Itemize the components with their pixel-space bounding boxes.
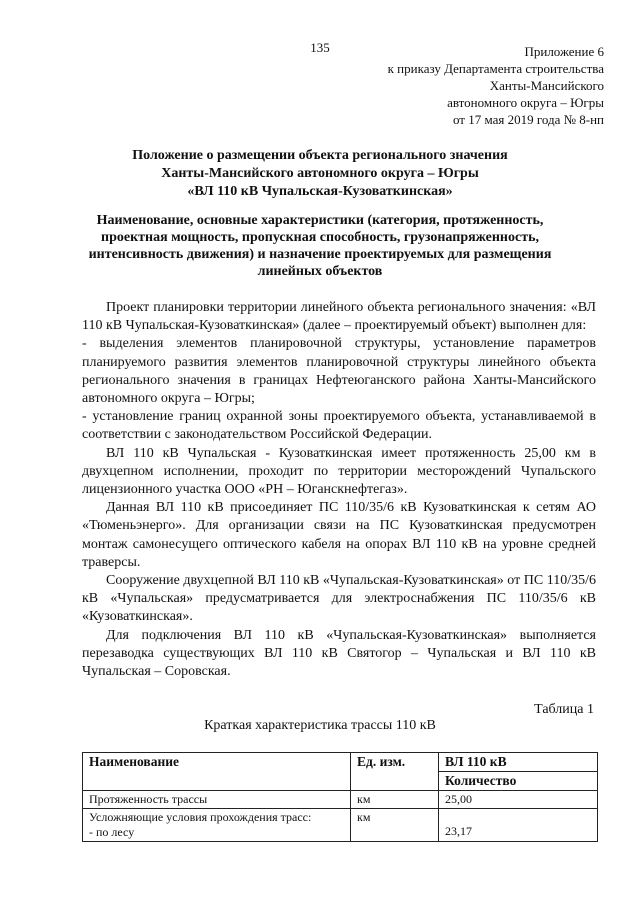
cell-name [83, 809, 351, 842]
appendix-block [388, 43, 604, 128]
appendix-line: от 17 мая 2019 года № 8-нп [452, 112, 604, 127]
cell-unit: км [351, 809, 439, 842]
characteristics-table [82, 752, 598, 842]
paragraph: Сооружение двухцепной ВЛ 110 кВ «Чупальская-Кузоваткинская» от ПС 110/35/6 кВ «Чупальская» предусматривается для электроснабжения ПС 110/35/6 кВ «Кузоваткинская». [82, 573, 596, 625]
title-line: Ханты-Мансийского автономного округа – Югры [161, 166, 479, 181]
cell-value: 25,00 [439, 791, 598, 809]
paragraph: Для подключения ВЛ 110 кВ «Чупальская-Кузоваткинская» выполняется перезаводка существующих ВЛ 110 кВ Святогор – Чупальская и ВЛ 110 кВ Чупальская – Соровская. [82, 627, 596, 680]
table-header-row [83, 753, 598, 772]
document-title [60, 147, 580, 201]
paragraph: - установление границ охранной зоны проектируемого объекта, устанавливаемой в соответствии с законодательством Российской Федерации. [82, 409, 596, 443]
page-number: 135 [310, 40, 330, 55]
table-caption: Краткая характеристика трассы 110 кВ [204, 718, 436, 733]
title-line: «ВЛ 110 кВ Чупальская-Кузоваткинская» [187, 184, 453, 199]
table-row [83, 791, 598, 809]
paragraph: ВЛ 110 кВ Чупальская - Кузоваткинская имеет протяженность 25,00 км в двухцепном исполнении, проходит по территории месторождений Чупальского лицензионного участка ООО «РН – Юганскнефтегаз». [82, 445, 596, 498]
header-name: Наименование [83, 753, 351, 791]
header-quantity: Количество [439, 772, 598, 791]
header-line: ВЛ 110 кВ [439, 753, 598, 772]
cell-name-line: - по лесу [89, 825, 135, 839]
paragraph: - выделения элементов планировочной структуры, установление параметров планируемого развития элементов планировочной структуры линейного объекта регионального значения в границах Нефтеюганского района Ханты-Мансийского автономного округа – Югры; [82, 336, 596, 407]
appendix-line: Приложение 6 [524, 44, 604, 59]
appendix-line: к приказу Департамента строительства [387, 61, 604, 76]
section-heading: Наименование, основные характеристики (категория, протяженность, проектная мощность, пропускная способность, грузонапряженность, интенсивность движения) и назначение проектируемых для размещения линейных объектов [88, 213, 552, 279]
appendix-line: Ханты-Мансийского [489, 78, 604, 93]
title-line: Положение о размещении объекта регионального значения [132, 148, 508, 163]
cell-name: Протяженность трассы [83, 791, 351, 809]
header-unit: Ед. изм. [351, 753, 439, 791]
table-number: Таблица 1 [534, 702, 594, 717]
cell-name-line: Усложняющие условия прохождения трасс: [89, 810, 312, 824]
paragraph: Данная ВЛ 110 кВ присоединяет ПС 110/35/6 кВ Кузоваткинская к сетям АО «Тюменьэнерго». Для организации связи на ПС Кузоваткинская предусмотрен монтаж самонесущего оптического кабеля на опорах ВЛ 110 кВ на уровне средней траверсы. [82, 500, 596, 570]
table-row [83, 809, 598, 842]
cell-value-blank [445, 810, 591, 824]
paragraph: Проект планировки территории линейного объекта регионального значения: «ВЛ 110 кВ Чупальская-Кузоваткинская» (далее – проектируемый объект) выполнен для: [82, 300, 596, 334]
body-text [82, 299, 596, 681]
cell-value [439, 809, 598, 842]
cell-value-line: 23,17 [445, 824, 472, 838]
cell-unit: км [351, 791, 439, 809]
appendix-line: автономного округа – Югры [447, 95, 604, 110]
